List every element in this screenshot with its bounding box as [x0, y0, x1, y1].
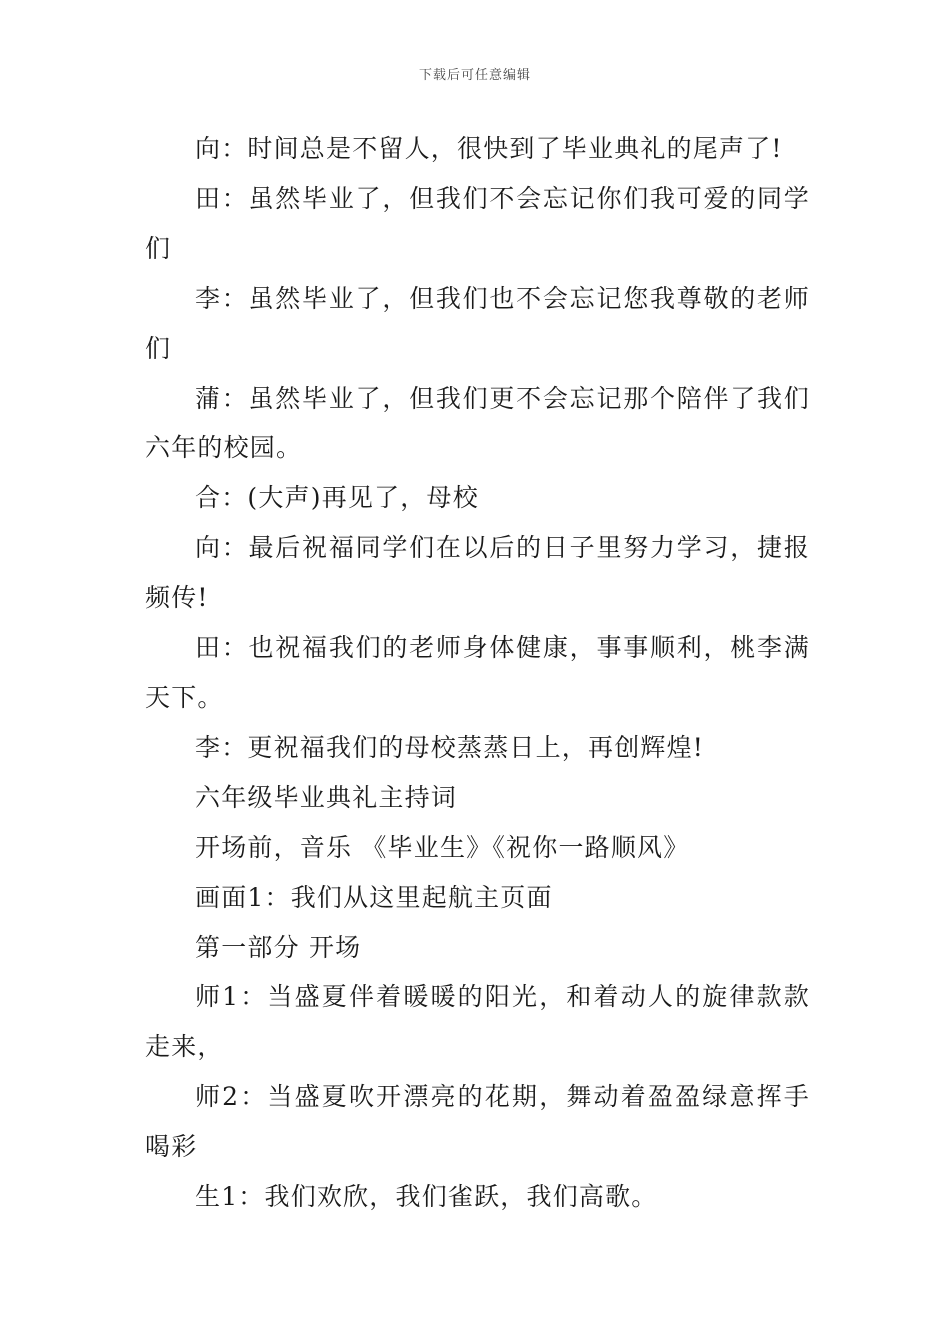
- paragraph: 李：虽然毕业了，但我们也不会忘记您我尊敬的老师们: [145, 283, 810, 363]
- paragraph: 田：也祝福我们的老师身体健康，事事顺利，桃李满天下。: [145, 633, 810, 712]
- paragraph: 田：虽然毕业了，但我们不会忘记你们我可爱的同学们: [145, 183, 810, 263]
- paragraph: 第一部分 开场: [195, 932, 362, 962]
- paragraph: 李：更祝福我们的母校蒸蒸日上，再创辉煌!: [195, 732, 705, 762]
- page-header: 下载后可任意编辑: [418, 68, 531, 83]
- paragraph: 生1：我们欢欣，我们雀跃，我们高歌。: [195, 1182, 658, 1212]
- paragraph: 开场前，音乐 《毕业生》《祝你一路顺风》: [195, 832, 690, 862]
- paragraph: 师2：当盛夏吹开漂亮的花期，舞动着盈盈绿意挥手喝彩: [145, 1082, 810, 1162]
- paragraph: 向：最后祝福同学们在以后的日子里努力学习，捷报频传!: [145, 533, 810, 613]
- paragraph: 合：(大声)再见了，母校: [195, 483, 479, 513]
- document-body: [145, 124, 810, 1222]
- paragraph: 画面1：我们从这里起航主页面: [195, 882, 553, 912]
- paragraph: 六年级毕业典礼主持词: [195, 782, 458, 812]
- paragraph: 向：时间总是不留人，很快到了毕业典礼的尾声了!: [195, 134, 783, 163]
- paragraph: 师1：当盛夏伴着暖暖的阳光，和着动人的旋律款款走来，: [145, 982, 810, 1062]
- paragraph: 蒲：虽然毕业了，但我们更不会忘记那个陪伴了我们六年的校园。: [145, 383, 810, 463]
